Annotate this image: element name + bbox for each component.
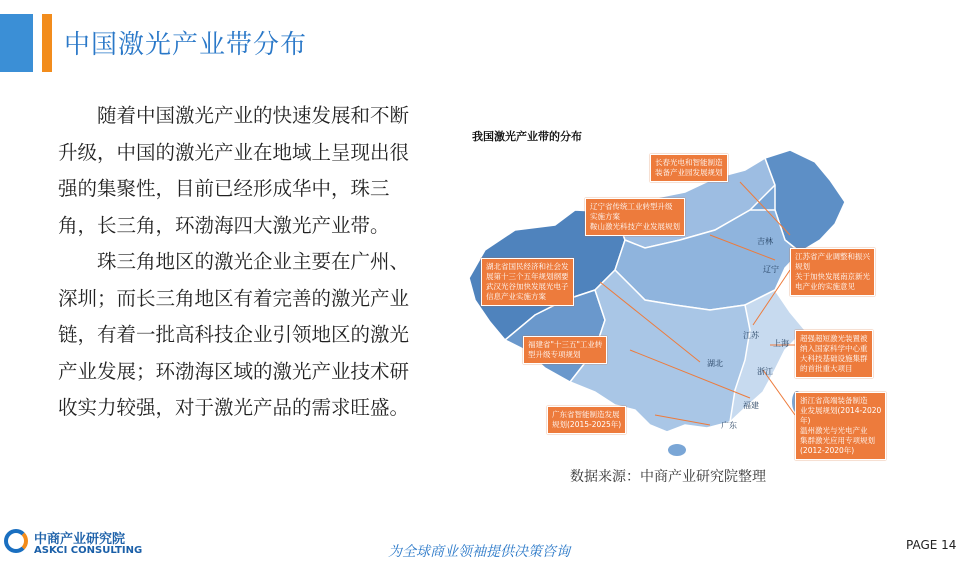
figure-title: 我国激光产业带的分布 (472, 130, 582, 143)
callout-shanghai: 超强超短激光装置被 纳入国家科学中心重 大科技基础设施集群 的首批重大项目 (795, 330, 873, 378)
label-guangdong: 广东 (721, 421, 737, 430)
logo-text-cn: 中商产业研究院 (34, 532, 126, 547)
body-text (58, 98, 428, 427)
map-hainan (668, 444, 686, 456)
callout-zhejiang: 浙江省高端装备制造 业发展规划(2014-2020 年) 温州激光与光电产业 集群激光应用专项规划 (2012-2020年) (795, 392, 886, 460)
label-hubei: 湖北 (707, 359, 723, 368)
paragraph-2: 珠三角地区的激光企业主要在广州、深圳；而长三角地区有着完善的激光产业链，有着一批高科技企业引领地区的激光产业发展；环渤海区域的激光产业技术研收实力较强，对于激光产品的需求旺盛。 (58, 250, 410, 419)
title-accent-orange (42, 14, 52, 72)
callout-jiangsu: 江苏省产业调整和振兴 规划 关于加快发展南京新光 电产业的实施意见 (790, 248, 875, 296)
callout-liaoning: 辽宁省传统工业转型升级 实施方案 鞍山激光科技产业发展规划 (585, 198, 685, 236)
logo-text-en: ASKCI CONSULTING (34, 545, 143, 556)
page-title: 中国激光产业带分布 (64, 30, 308, 60)
askci-logo-icon (4, 529, 28, 553)
paragraph-1: 随着中国激光产业的快速发展和不断升级，中国的激光产业在地域上呈现出很强的集聚性，目前已经形成华中，珠三角，长三角，环渤海四大激光产业带。 (58, 104, 410, 237)
callout-jilin: 长春光电和智能制造 装备产业园发展规划 (650, 154, 728, 182)
footer-slogan: 为全球商业领袖提供决策咨询 (388, 544, 570, 560)
title-accent-blue (0, 14, 33, 72)
callout-fujian: 福建省"十三五"工业转 型升级专项规划 (523, 336, 607, 364)
label-liaoning: 辽宁 (763, 265, 779, 274)
label-jiangsu: 江苏 (743, 331, 759, 340)
label-shanghai: 上海 (773, 339, 789, 348)
china-map-figure (445, 140, 905, 470)
figure-caption: 数据来源：中商产业研究院整理 (570, 469, 766, 485)
label-jilin: 吉林 (757, 237, 773, 246)
callout-hubei: 湖北省国民经济和社会发 展第十三个五年规划纲要 武汉光谷加快发展光电子 信息产业实施方案 (481, 258, 574, 306)
label-zhejiang: 浙江 (757, 367, 773, 376)
callout-guangdong: 广东省智能制造发展 规划(2015-2025年) (547, 406, 626, 434)
label-fujian: 福建 (743, 401, 759, 410)
page-number: PAGE 14 (906, 538, 957, 552)
